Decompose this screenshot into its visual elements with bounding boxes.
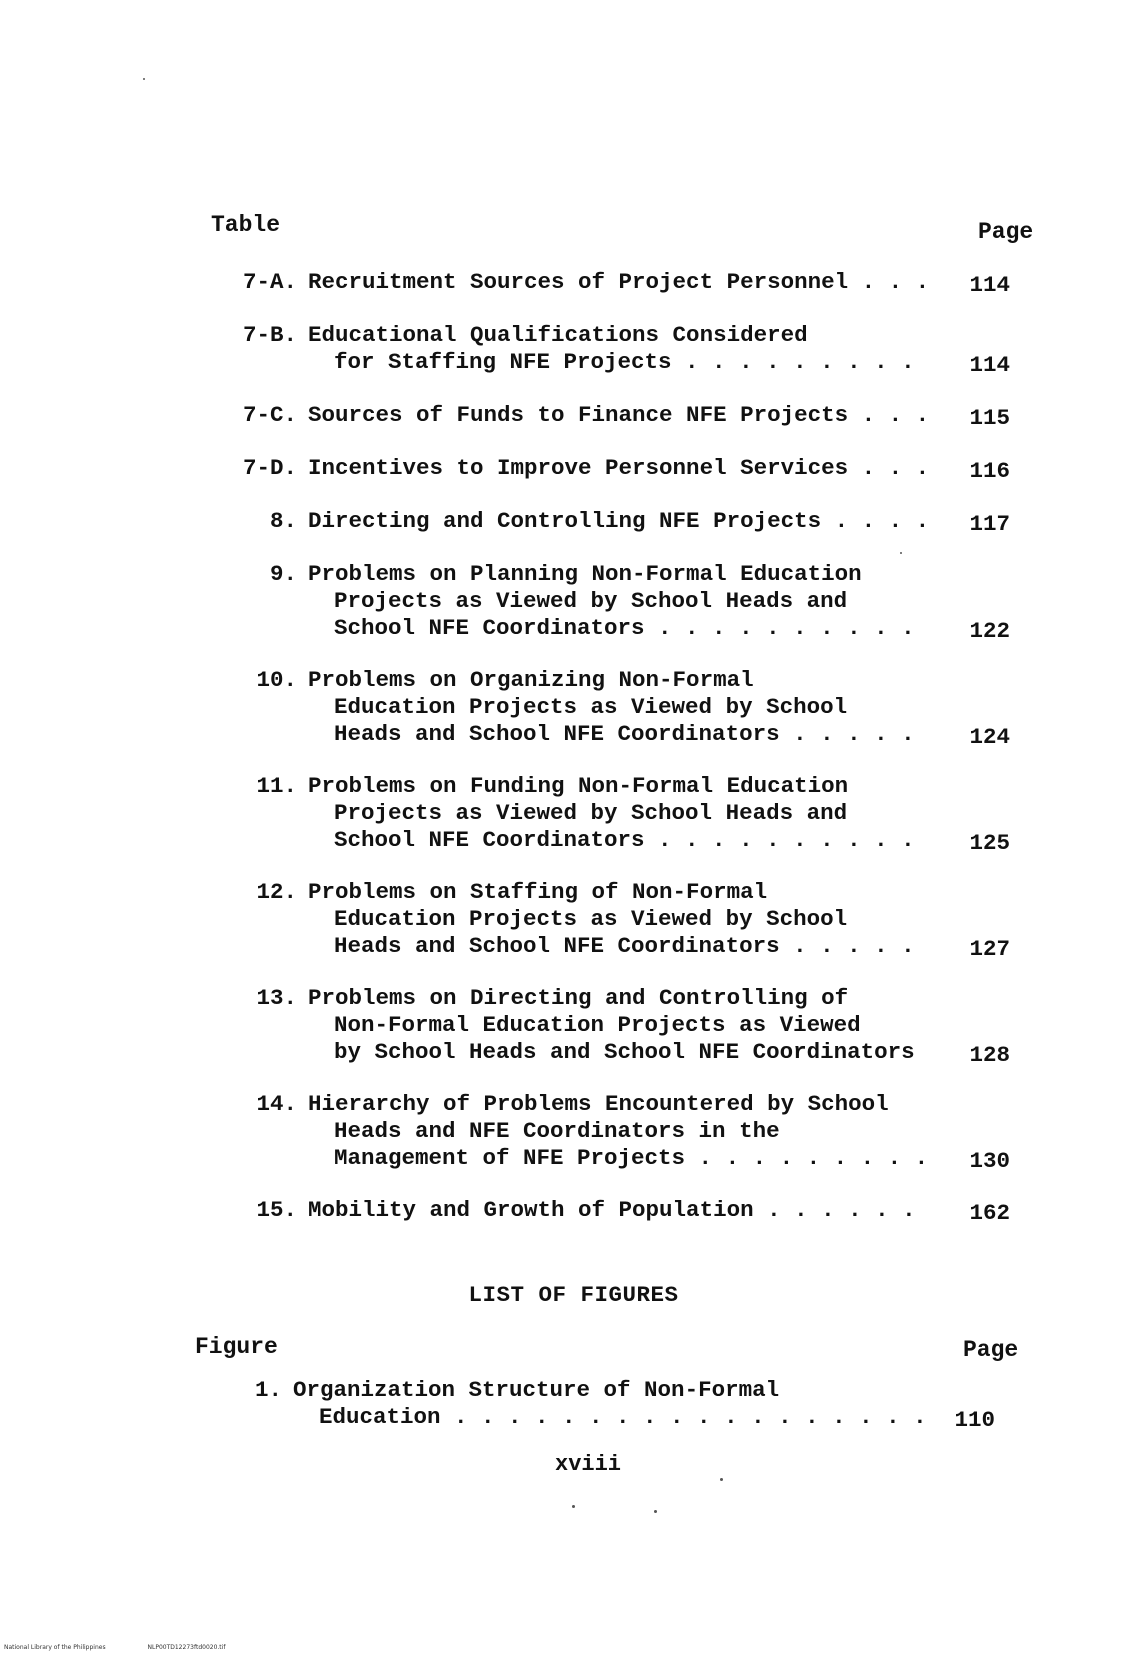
table-entry-title-line: Heads and School NFE Coordinators . . . . . xyxy=(334,721,915,747)
table-entry-title-line: School NFE Coordinators . . . . . . . . . . xyxy=(334,827,915,853)
tables-column-label: Table xyxy=(211,212,281,238)
table-entry-number: 9. xyxy=(269,561,297,587)
table-entry-title-line: Projects as Viewed by School Heads and xyxy=(334,588,848,614)
table-entry-title xyxy=(308,773,928,854)
table-entry-title-line: by School Heads and School NFE Coordinators xyxy=(334,1039,915,1065)
table-entry-page: 117 xyxy=(969,511,1010,537)
table-entry-title-line: Heads and School NFE Coordinators . . . . . xyxy=(334,933,915,959)
table-entry-page: 114 xyxy=(969,272,1010,298)
footer-file: NLP00TD12273ftd0020.tif xyxy=(147,1644,226,1651)
table-entry-title-line: Problems on Directing and Controlling of xyxy=(308,985,849,1011)
footer-library: National Library of the Philippines xyxy=(4,1644,106,1651)
table-entry-title-line: Problems on Funding Non-Formal Education xyxy=(308,773,849,799)
scan-footer xyxy=(4,1644,265,1651)
table-entry-number: 14. xyxy=(256,1091,297,1117)
scan-speck xyxy=(654,1510,657,1513)
table-entry-number: 7-C. xyxy=(242,402,297,428)
table-entry-page: 127 xyxy=(969,936,1010,962)
table-entry-title-line: Sources of Funds to Finance NFE Projects . . . xyxy=(308,402,930,428)
table-entry-title-line: Problems on Staffing of Non-Formal xyxy=(308,879,768,905)
table-entry-number: 7-D. xyxy=(242,455,297,481)
scan-speck xyxy=(720,1478,723,1481)
table-entry-title-line: Non-Formal Education Projects as Viewed xyxy=(334,1012,861,1038)
table-entry-page: 125 xyxy=(969,830,1010,856)
table-entry-number: 7-B. xyxy=(242,322,297,348)
table-entry-number: 12. xyxy=(256,879,297,905)
tables-page-column-label: Page xyxy=(978,219,1034,245)
scan-speck xyxy=(900,552,902,554)
figure-entry-title-line: Organization Structure of Non-Formal xyxy=(293,1377,780,1403)
table-entry-title-line: Problems on Organizing Non-Formal xyxy=(308,667,754,693)
figures-column-label: Figure xyxy=(195,1334,278,1360)
table-entry-title-line: for Staffing NFE Projects . . . . . . . . . xyxy=(334,349,915,375)
table-entry-title-line: School NFE Coordinators . . . . . . . . . . xyxy=(334,615,915,641)
table-entry-title xyxy=(308,1197,928,1224)
table-entry-page: 124 xyxy=(969,724,1010,750)
table-entry-page: 162 xyxy=(969,1200,1010,1226)
table-entry-page: 115 xyxy=(969,405,1010,431)
table-entry-title-line: Problems on Planning Non-Formal Education xyxy=(308,561,862,587)
table-entry-title-line: Management of NFE Projects . . . . . . . . . xyxy=(334,1145,929,1171)
figures-page-column-label: Page xyxy=(963,1337,1019,1363)
figure-entry-page: 110 xyxy=(954,1407,995,1433)
figure-entry-title xyxy=(293,1377,927,1431)
table-entry-title-line: Recruitment Sources of Project Personnel . . . xyxy=(308,269,930,295)
table-entry-title xyxy=(308,879,928,960)
table-entry-title-line: Hierarchy of Problems Encountered by School xyxy=(308,1091,889,1117)
scan-speck xyxy=(572,1505,575,1508)
table-entry-title xyxy=(308,322,928,376)
table-entry-title xyxy=(308,667,928,748)
scan-speck xyxy=(143,78,145,80)
table-entry-title xyxy=(308,985,928,1066)
table-entry-number: 11. xyxy=(256,773,297,799)
table-entry-title-line: Education Projects as Viewed by School xyxy=(334,906,848,932)
table-entry-title-line: Educational Qualifications Considered xyxy=(308,322,808,348)
table-entry-title xyxy=(308,402,928,429)
table-entry-title-line: Incentives to Improve Personnel Services . . . xyxy=(308,455,930,481)
list-of-figures-title: LIST OF FIGURES xyxy=(468,1282,679,1308)
table-entry-title xyxy=(308,269,928,296)
table-entry-page: 122 xyxy=(969,618,1010,644)
table-entry-number: 7-A. xyxy=(242,269,297,295)
figure-entry-number: 1. xyxy=(254,1377,282,1403)
table-entry-page: 130 xyxy=(969,1148,1010,1174)
table-entry-title-line: Directing and Controlling NFE Projects . . . . xyxy=(308,508,930,534)
table-entry-number: 10. xyxy=(256,667,297,693)
table-entry-title-line: Education Projects as Viewed by School xyxy=(334,694,848,720)
table-entry-page: 114 xyxy=(969,352,1010,378)
table-entry-title xyxy=(308,561,928,642)
table-entry-title xyxy=(308,455,928,482)
table-entry-title xyxy=(308,1091,928,1172)
table-entry-title xyxy=(308,508,928,535)
table-entry-title-line: Heads and NFE Coordinators in the xyxy=(334,1118,780,1144)
table-entry-title-line: Projects as Viewed by School Heads and xyxy=(334,800,848,826)
figure-entry-title-line: Education . . . . . . . . . . . . . . . . . . xyxy=(319,1404,927,1430)
table-entry-title-line: Mobility and Growth of Population . . . . . . xyxy=(308,1197,916,1223)
table-entry-number: 13. xyxy=(256,985,297,1011)
table-entry-number: 8. xyxy=(269,508,297,534)
table-entry-page: 116 xyxy=(969,458,1010,484)
table-entry-page: 128 xyxy=(969,1042,1010,1068)
page-number: xviii xyxy=(555,1452,622,1477)
table-entry-number: 15. xyxy=(256,1197,297,1223)
